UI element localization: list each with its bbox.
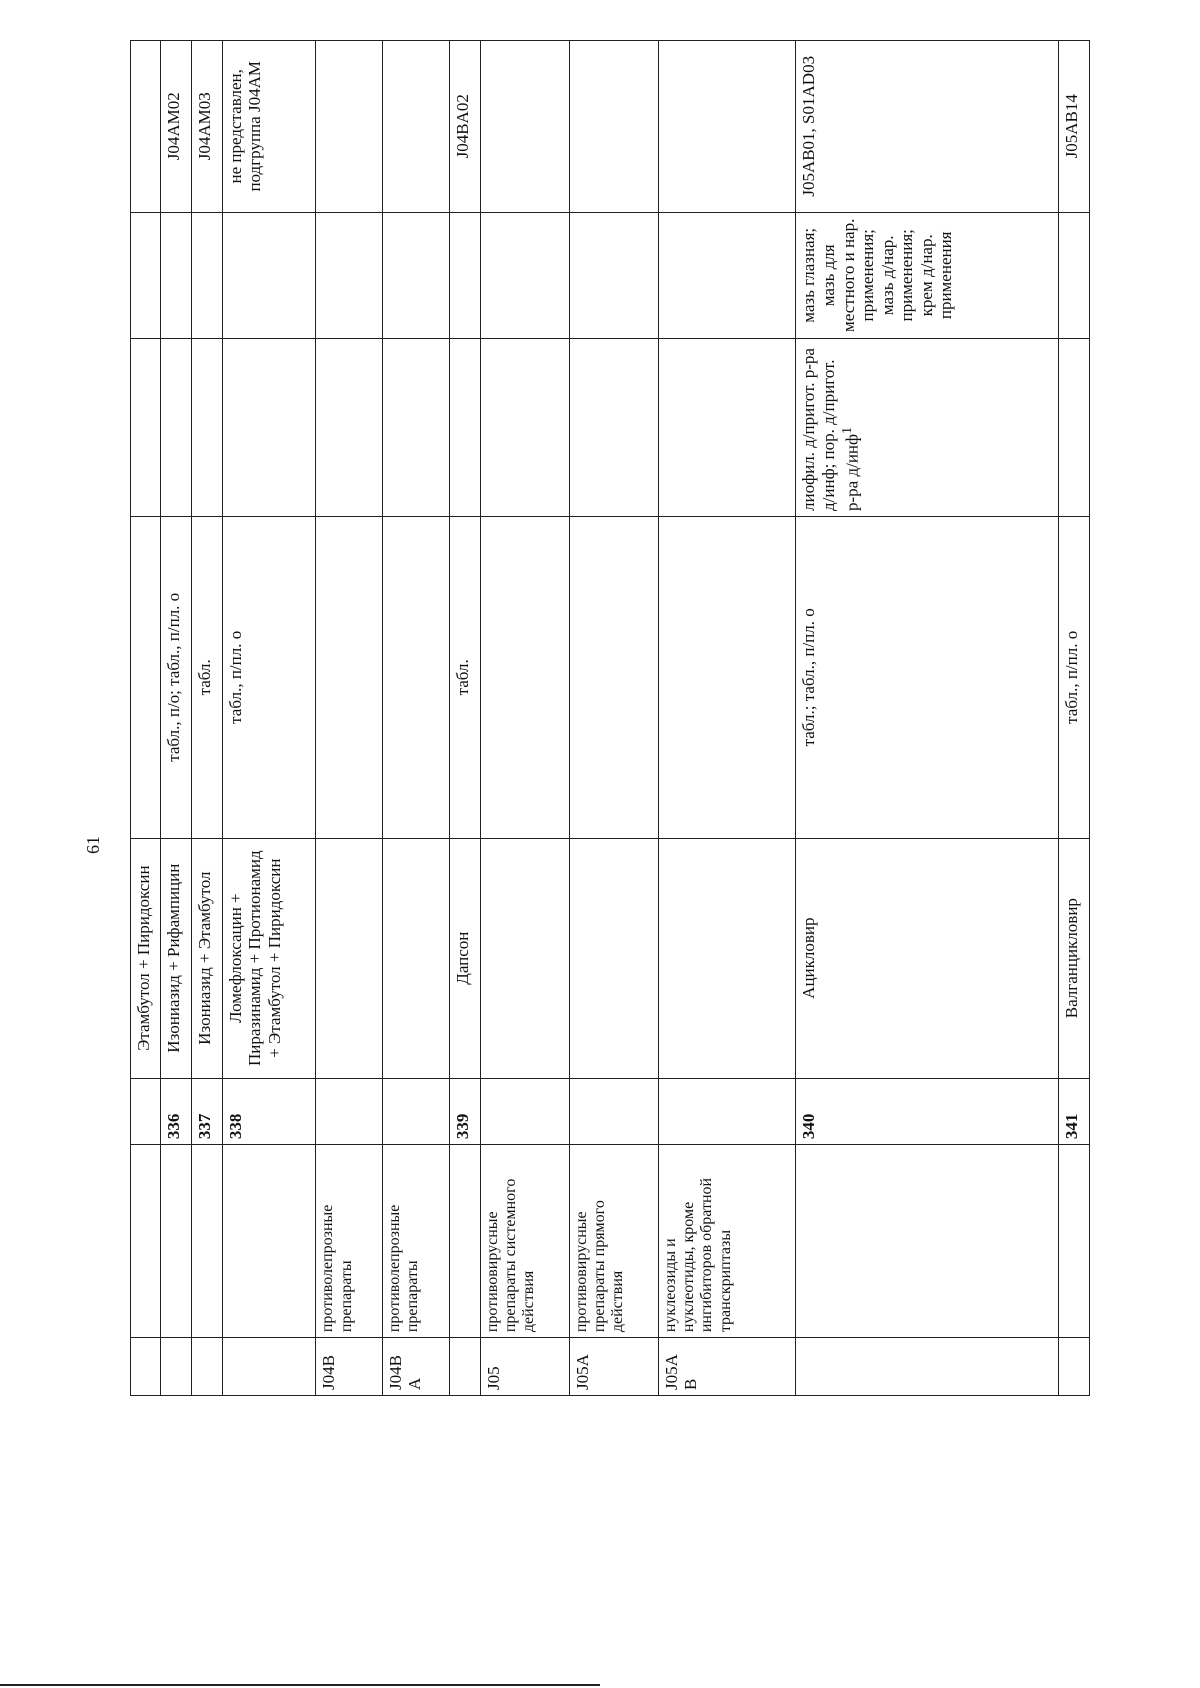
cell-group — [191, 1145, 222, 1338]
cell-code-text: J04B — [319, 1355, 339, 1390]
cell-atc-code-text: J05AB14 — [1061, 94, 1081, 159]
cell-group — [569, 1145, 658, 1338]
cell-number — [131, 1078, 161, 1144]
cell-atc-code — [480, 41, 569, 213]
cell-drug-name — [1058, 838, 1089, 1078]
cell-dosage-form-topical — [569, 212, 658, 338]
cell-number — [222, 1078, 315, 1144]
cell-code-text: J05AB — [661, 1354, 701, 1390]
cell-code — [222, 1338, 315, 1396]
cell-group — [449, 1145, 480, 1338]
cell-number — [316, 1078, 383, 1144]
cell-dosage-form-topical — [1058, 212, 1089, 338]
cell-code — [191, 1338, 222, 1396]
cell-code — [160, 1338, 191, 1396]
drug-table — [130, 40, 1090, 1396]
cell-group — [658, 1145, 796, 1338]
cell-dosage-form — [191, 517, 222, 839]
cell-group — [222, 1145, 315, 1338]
cell-group-text: противолепрозные препараты — [385, 1204, 422, 1333]
cell-dosage-form — [382, 517, 449, 839]
cell-code — [658, 1338, 796, 1396]
table-row — [1058, 41, 1089, 1396]
cell-dosage-form-topical — [131, 212, 161, 338]
cell-dosage-form-topical — [160, 212, 191, 338]
cell-number-text: 337 — [194, 1113, 214, 1140]
cell-atc-code — [191, 41, 222, 213]
cell-code — [569, 1338, 658, 1396]
cell-group — [382, 1145, 449, 1338]
cell-drug-name-text: Дапсон — [452, 931, 472, 985]
cell-drug-name — [796, 838, 1058, 1078]
cell-dosage-form-injection — [191, 339, 222, 517]
cell-group — [160, 1145, 191, 1338]
cell-code — [1058, 1338, 1089, 1396]
cell-dosage-form — [160, 517, 191, 839]
cell-drug-name — [160, 838, 191, 1078]
cell-drug-name — [382, 838, 449, 1078]
cell-number — [382, 1078, 449, 1144]
cell-dosage-form — [222, 517, 315, 839]
cell-dosage-form-injection — [131, 339, 161, 517]
cell-atc-code — [222, 41, 315, 213]
table-body — [131, 41, 1090, 1396]
cell-drug-name — [316, 838, 383, 1078]
cell-dosage-form-injection — [449, 339, 480, 517]
cell-number-text: 339 — [452, 1113, 472, 1140]
table-row — [796, 41, 1058, 1396]
cell-code — [382, 1338, 449, 1396]
cell-number — [1058, 1078, 1089, 1144]
cell-atc-code — [160, 41, 191, 213]
cell-code — [796, 1338, 1058, 1396]
cell-group — [480, 1145, 569, 1338]
cell-code — [316, 1338, 383, 1396]
table-row — [658, 41, 796, 1396]
table-row — [382, 41, 449, 1396]
cell-atc-code — [569, 41, 658, 213]
cell-code-text: J05 — [483, 1366, 503, 1390]
footnote-rule — [0, 1684, 600, 1686]
cell-drug-name-text: Валганцикловир — [1061, 898, 1081, 1019]
cell-number-text: 336 — [163, 1113, 183, 1140]
page-number: 61 — [83, 836, 103, 854]
cell-atc-code-text: J04AM03 — [194, 92, 214, 161]
cell-dosage-form-injection — [480, 339, 569, 517]
table-row — [449, 41, 480, 1396]
cell-number-text: 338 — [225, 1113, 245, 1140]
cell-drug-name-text: Этамбутол + Пиридоксин — [134, 865, 153, 1051]
cell-number — [569, 1078, 658, 1144]
cell-dosage-form-topical — [316, 212, 383, 338]
cell-dosage-form — [796, 517, 1058, 839]
cell-drug-name-text: Изониазид + Рифампицин — [163, 863, 183, 1053]
cell-dosage-form-injection-text: лиофил. д/пригот. р-ра д/инф; пор. д/пригот. р-ра д/инф — [799, 348, 862, 511]
cell-number — [160, 1078, 191, 1144]
table-row — [480, 41, 569, 1396]
cell-dosage-form-injection — [569, 339, 658, 517]
cell-dosage-form-text: табл. — [452, 659, 472, 696]
cell-drug-name — [131, 838, 161, 1078]
cell-atc-code — [796, 41, 1058, 213]
cell-dosage-form — [569, 517, 658, 839]
cell-dosage-form-injection — [1058, 339, 1089, 517]
cell-dosage-form — [316, 517, 383, 839]
cell-group — [316, 1145, 383, 1338]
cell-code — [449, 1338, 480, 1396]
cell-drug-name — [658, 838, 796, 1078]
cell-dosage-form-text: табл., п/о; табл., п/пл. о — [163, 592, 183, 762]
table-row — [160, 41, 191, 1396]
cell-dosage-form — [658, 517, 796, 839]
cell-dosage-form-injection — [160, 339, 191, 517]
cell-drug-name-text: Ломефлоксацин + Пиразинамид + Протионамид + Этамбутол + Пиридоксин — [225, 850, 284, 1067]
rotated-table-wrapper — [130, 40, 1090, 1396]
cell-dosage-form-topical — [382, 212, 449, 338]
cell-atc-code — [316, 41, 383, 213]
cell-dosage-form-injection — [658, 339, 796, 517]
cell-dosage-form-topical — [480, 212, 569, 338]
cell-drug-name — [449, 838, 480, 1078]
cell-drug-name — [191, 838, 222, 1078]
cell-number — [191, 1078, 222, 1144]
cell-atc-code — [658, 41, 796, 213]
cell-code — [480, 1338, 569, 1396]
footnote-marker: 1 — [838, 426, 855, 434]
cell-drug-name — [569, 838, 658, 1078]
cell-group-text: нуклеозиды и нуклеотиды, кроме ингибиторов обратной транскриптазы — [661, 1177, 734, 1333]
cell-drug-name-text: Ацикловир — [799, 917, 819, 999]
cell-atc-code — [449, 41, 480, 213]
cell-dosage-form-topical-text: мазь глазная; мазь для местного и нар. применения; мазь д/нар. применения; крем д/нар. применения — [799, 218, 956, 332]
cell-number — [658, 1078, 796, 1144]
cell-atc-code — [131, 41, 161, 213]
cell-atc-code-text: J05AB01, S01AD03 — [799, 55, 819, 197]
table-frame — [130, 40, 1090, 1396]
cell-dosage-form-topical — [796, 212, 1058, 338]
cell-dosage-form-topical — [222, 212, 315, 338]
cell-group — [1058, 1145, 1089, 1338]
cell-drug-name-text: Изониазид + Этамбутол — [194, 871, 214, 1045]
table-row — [222, 41, 315, 1396]
cell-dosage-form-topical — [191, 212, 222, 338]
cell-drug-name — [222, 838, 315, 1078]
cell-atc-code-text: J04AM02 — [163, 92, 183, 161]
cell-number — [449, 1078, 480, 1144]
cell-dosage-form — [480, 517, 569, 839]
cell-group-text: противолепрозные препараты — [319, 1204, 355, 1333]
cell-code — [131, 1338, 161, 1396]
cell-dosage-form — [131, 517, 161, 839]
cell-drug-name — [480, 838, 569, 1078]
table-row — [316, 41, 383, 1396]
cell-dosage-form-injection — [316, 339, 383, 517]
cell-dosage-form-text: табл., п/пл. о — [1061, 630, 1081, 724]
cell-atc-code-text: не представлен, подгруппа J04AM — [225, 61, 265, 192]
table-row — [131, 41, 161, 1396]
cell-atc-code-text: J04BA02 — [452, 94, 472, 159]
cell-dosage-form-injection — [222, 339, 315, 517]
cell-code-text: J05A — [572, 1354, 592, 1390]
cell-dosage-form-injection — [382, 339, 449, 517]
cell-group — [796, 1145, 1058, 1338]
table-row — [191, 41, 222, 1396]
cell-dosage-form-topical — [449, 212, 480, 338]
cell-number — [480, 1078, 569, 1144]
table-row — [569, 41, 658, 1396]
cell-dosage-form-text: табл. — [194, 659, 214, 696]
cell-dosage-form — [1058, 517, 1089, 839]
cell-dosage-form — [449, 517, 480, 839]
cell-dosage-form-topical — [658, 212, 796, 338]
cell-number-text: 341 — [1061, 1113, 1081, 1140]
cell-atc-code — [1058, 41, 1089, 213]
cell-dosage-form-injection — [796, 339, 1058, 517]
cell-group-text: противовирусные препараты прямого действия — [572, 1200, 627, 1333]
cell-number-text: 340 — [799, 1113, 819, 1140]
cell-group — [131, 1145, 161, 1338]
cell-code-text: J04BA — [385, 1355, 425, 1390]
cell-group-text: противовирусные препараты системного действия — [483, 1178, 538, 1333]
cell-dosage-form-text: табл.; табл., п/пл. о — [799, 608, 819, 747]
cell-number — [796, 1078, 1058, 1144]
cell-atc-code — [382, 41, 449, 213]
cell-dosage-form-text: табл., п/пл. о — [225, 630, 245, 724]
